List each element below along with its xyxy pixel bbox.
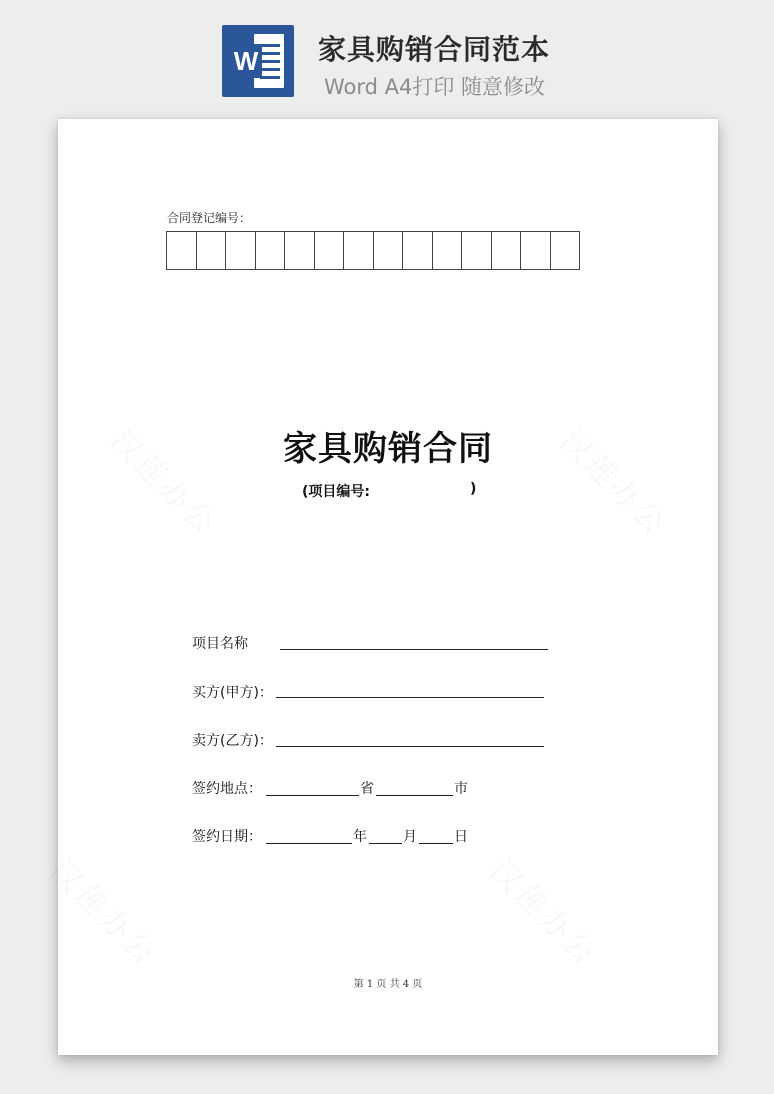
day-unit: 日 — [454, 829, 468, 845]
province-line[interactable] — [266, 795, 359, 796]
registration-number-cell[interactable] — [344, 232, 374, 269]
city-unit: 市 — [454, 781, 468, 797]
day-line[interactable] — [419, 843, 453, 844]
registration-number-cell[interactable] — [492, 232, 522, 269]
registration-number-cell[interactable] — [374, 232, 404, 269]
sign-date-label: 签约日期： — [192, 829, 262, 845]
page-footer: 第 1 页 共 4 页 — [353, 979, 423, 990]
month-line[interactable] — [369, 843, 402, 844]
year-line[interactable] — [266, 843, 352, 844]
registration-number-label: 合同登记编号： — [167, 211, 252, 225]
word-logo-icon — [222, 25, 294, 97]
registration-number-cell[interactable] — [462, 232, 492, 269]
watermark — [482, 847, 609, 974]
registration-number-cell[interactable] — [433, 232, 463, 269]
registration-number-cell[interactable] — [285, 232, 315, 269]
month-unit: 月 — [403, 829, 417, 845]
registration-number-cell[interactable] — [256, 232, 286, 269]
buyer-line[interactable] — [276, 697, 544, 698]
document-page — [58, 119, 718, 1055]
year-unit: 年 — [353, 829, 367, 845]
registration-number-cell[interactable] — [226, 232, 256, 269]
seller-line[interactable] — [276, 746, 544, 747]
sign-place-label: 签约地点： — [192, 781, 262, 797]
province-unit: 省 — [360, 781, 374, 797]
project-number-close: ) — [470, 481, 477, 497]
registration-number-cell[interactable] — [315, 232, 345, 269]
registration-number-boxes[interactable] — [166, 231, 580, 270]
page-subtitle: Word A4打印 随意修改 — [324, 75, 546, 99]
project-name-label: 项目名称 — [192, 636, 248, 652]
registration-number-cell[interactable] — [551, 232, 581, 269]
registration-number-cell[interactable] — [167, 232, 197, 269]
project-name-line[interactable] — [280, 649, 548, 650]
header — [0, 0, 774, 110]
project-number-label: (项目编号: — [302, 484, 370, 500]
watermark — [42, 847, 169, 974]
registration-number-cell[interactable] — [521, 232, 551, 269]
registration-number-cell[interactable] — [403, 232, 433, 269]
registration-number-cell[interactable] — [197, 232, 227, 269]
seller-label: 卖方(乙方)： — [192, 733, 273, 749]
page-title: 家具购销合同范本 — [318, 33, 551, 66]
city-line[interactable] — [376, 795, 453, 796]
buyer-label: 买方(甲方)： — [192, 685, 273, 701]
document-title: 家具购销合同 — [283, 429, 493, 469]
word-logo-letter: W — [230, 44, 262, 78]
